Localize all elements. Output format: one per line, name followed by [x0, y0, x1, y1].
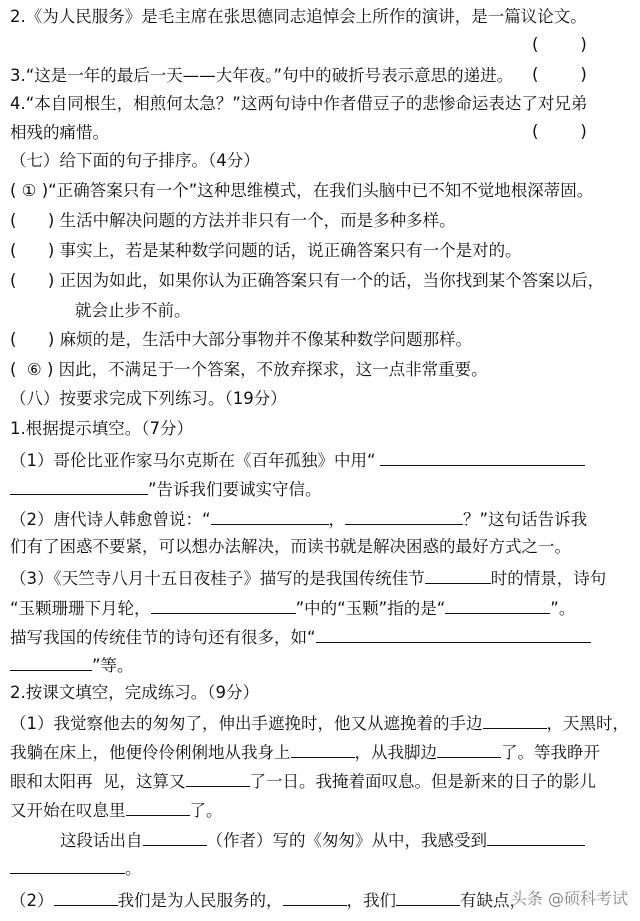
text: 眼和太阳再 见，这算又	[10, 772, 186, 791]
fill-line	[10, 625, 591, 647]
section-7-title: （七）给下面的句子排序。（4分）	[10, 151, 260, 170]
blank[interactable]	[126, 798, 190, 816]
sort-mark[interactable]: ( )	[10, 211, 55, 230]
blank[interactable]	[10, 653, 92, 671]
text: ？”这句话告诉我	[463, 510, 588, 529]
sort-text: “正确答案只有一个”这种思维模式，在我们头脑中已不知不觉地根深蒂固。	[48, 181, 594, 200]
part-1-title: 1.根据提示填空。（7分）	[10, 419, 193, 438]
text: ”告诉我们要诚实守信。	[148, 480, 322, 499]
fill-line	[10, 856, 142, 878]
fill-line	[10, 653, 134, 675]
text: 了。	[189, 801, 223, 820]
blank[interactable]	[316, 625, 591, 643]
text: （1）我觉察他去的匆匆了，伸出手遮挽时，他又从遮挽着的手边	[10, 714, 483, 733]
sort-item	[10, 210, 456, 232]
blank[interactable]	[487, 828, 585, 846]
fill-line	[10, 740, 600, 762]
blank[interactable]	[437, 740, 501, 758]
blank[interactable]	[151, 596, 296, 614]
question-2: 2.《为人民服务》是毛主席在张思德同志追悼会上所作的演讲，是一篇议论文。	[10, 7, 587, 26]
watermark: 头条 @硕科考试	[510, 889, 628, 908]
sort-item	[10, 180, 593, 202]
text: ”中的“玉颗”指的是“	[295, 599, 446, 618]
sort-text: 生活中解决问题的方法并非只有一个，而是多种多样。	[54, 211, 456, 230]
text: 时的情景，诗句	[490, 569, 607, 588]
text: 我躺在床上，他便伶伶俐俐地从我身上	[10, 743, 291, 762]
sort-item	[10, 359, 488, 381]
sort-mark[interactable]: ( )	[10, 271, 55, 290]
sort-item	[10, 270, 604, 292]
blank[interactable]	[10, 856, 125, 874]
sort-text-cont: 就会止步不前。	[75, 301, 191, 320]
question-3: 3.“这是一年的最后一天——大年夜。”句中的破折号表示意思的递进。	[10, 66, 514, 85]
text: （1）哥伦比亚作家马尔克斯在《百年孤独》中用“	[10, 451, 376, 470]
blank[interactable]	[291, 740, 355, 758]
fill-line: 们有了困惑不要紧，可以想办法解决，而读书就是解决困惑的最好方式之一。	[10, 537, 571, 556]
text: ”。	[550, 599, 576, 618]
blank[interactable]	[483, 711, 547, 729]
blank[interactable]	[396, 888, 460, 906]
text: 描写我国的传统佳节的诗句还有很多，如“	[10, 628, 316, 647]
blank[interactable]	[425, 566, 491, 584]
sort-mark[interactable]: ( ⑥ )	[10, 360, 54, 379]
fill-line	[10, 448, 585, 470]
text: 这段话出自	[60, 831, 143, 850]
text: （2）唐代诗人韩愈曾说：“	[10, 510, 211, 529]
sort-mark[interactable]: ( ① )	[10, 181, 49, 200]
sort-item	[10, 329, 472, 351]
fill-line	[10, 711, 629, 733]
text: 又开始在叹息里	[10, 801, 126, 820]
text: ，我们	[346, 891, 396, 910]
blank[interactable]	[380, 448, 585, 466]
question-4-cont: 相残的痛惜。	[10, 123, 109, 142]
fill-line	[10, 888, 526, 910]
text: 我们是为人民服务的，	[117, 891, 283, 910]
blank[interactable]	[54, 888, 118, 906]
question-4: 4.“本自同根生，相煎何太急？”这两句诗中作者借豆子的悲惨命运表达了对兄弟	[10, 94, 588, 113]
blank[interactable]	[283, 888, 347, 906]
fill-line	[10, 566, 606, 588]
text: （作者）写的《匆匆》从中，我感受到	[206, 831, 487, 850]
sort-text: 正因为如此，如果你认为正确答案只有一个的话，当你找到某个答案以后，	[54, 271, 605, 290]
blank[interactable]	[445, 596, 550, 614]
answer-paren[interactable]: ( )	[532, 35, 587, 54]
text: ，	[328, 510, 346, 529]
text: ，从我脚边	[354, 743, 437, 762]
fill-line	[10, 477, 322, 499]
blank[interactable]	[211, 507, 329, 525]
text: 了。等我睁开	[501, 743, 600, 762]
text: 了一日。我掩着面叹息。但是新来的日子的影儿	[249, 772, 596, 791]
text: “玉颗珊珊下月轮，	[10, 599, 151, 618]
fill-line	[10, 769, 596, 791]
answer-paren[interactable]: ( )	[532, 122, 587, 141]
sort-item	[10, 240, 522, 262]
fill-line	[10, 596, 575, 618]
text: ，天黑时，	[546, 714, 629, 733]
text: （3）《天竺寺八月十五日夜桂子》描写的是我国传统佳节	[10, 569, 425, 588]
part-2-title: 2.按课文填空，完成练习。（9分）	[10, 683, 259, 702]
fill-line	[10, 798, 223, 820]
text: （2）	[10, 891, 54, 910]
fill-line	[10, 507, 587, 529]
answer-paren[interactable]: ( )	[532, 65, 587, 84]
text: 有缺点，	[460, 891, 526, 910]
text: 。	[125, 859, 142, 878]
sort-text: 因此，不满足于一个答案，不放弃探求，这一点非常重要。	[53, 360, 488, 379]
text: ”等。	[92, 656, 134, 675]
fill-line	[60, 828, 585, 850]
blank[interactable]	[345, 507, 463, 525]
sort-text: 事实上，若是某种数学问题的话，说正确答案只有一个是对的。	[54, 241, 522, 260]
sort-text: 麻烦的是，生活中大部分事物并不像某种数学问题那样。	[54, 330, 473, 349]
section-8-title: （八）按要求完成下列练习。（19分）	[10, 389, 287, 408]
blank[interactable]	[143, 828, 207, 846]
sort-mark[interactable]: ( )	[10, 330, 55, 349]
blank[interactable]	[10, 477, 148, 495]
blank[interactable]	[186, 769, 250, 787]
sort-mark[interactable]: ( )	[10, 241, 55, 260]
